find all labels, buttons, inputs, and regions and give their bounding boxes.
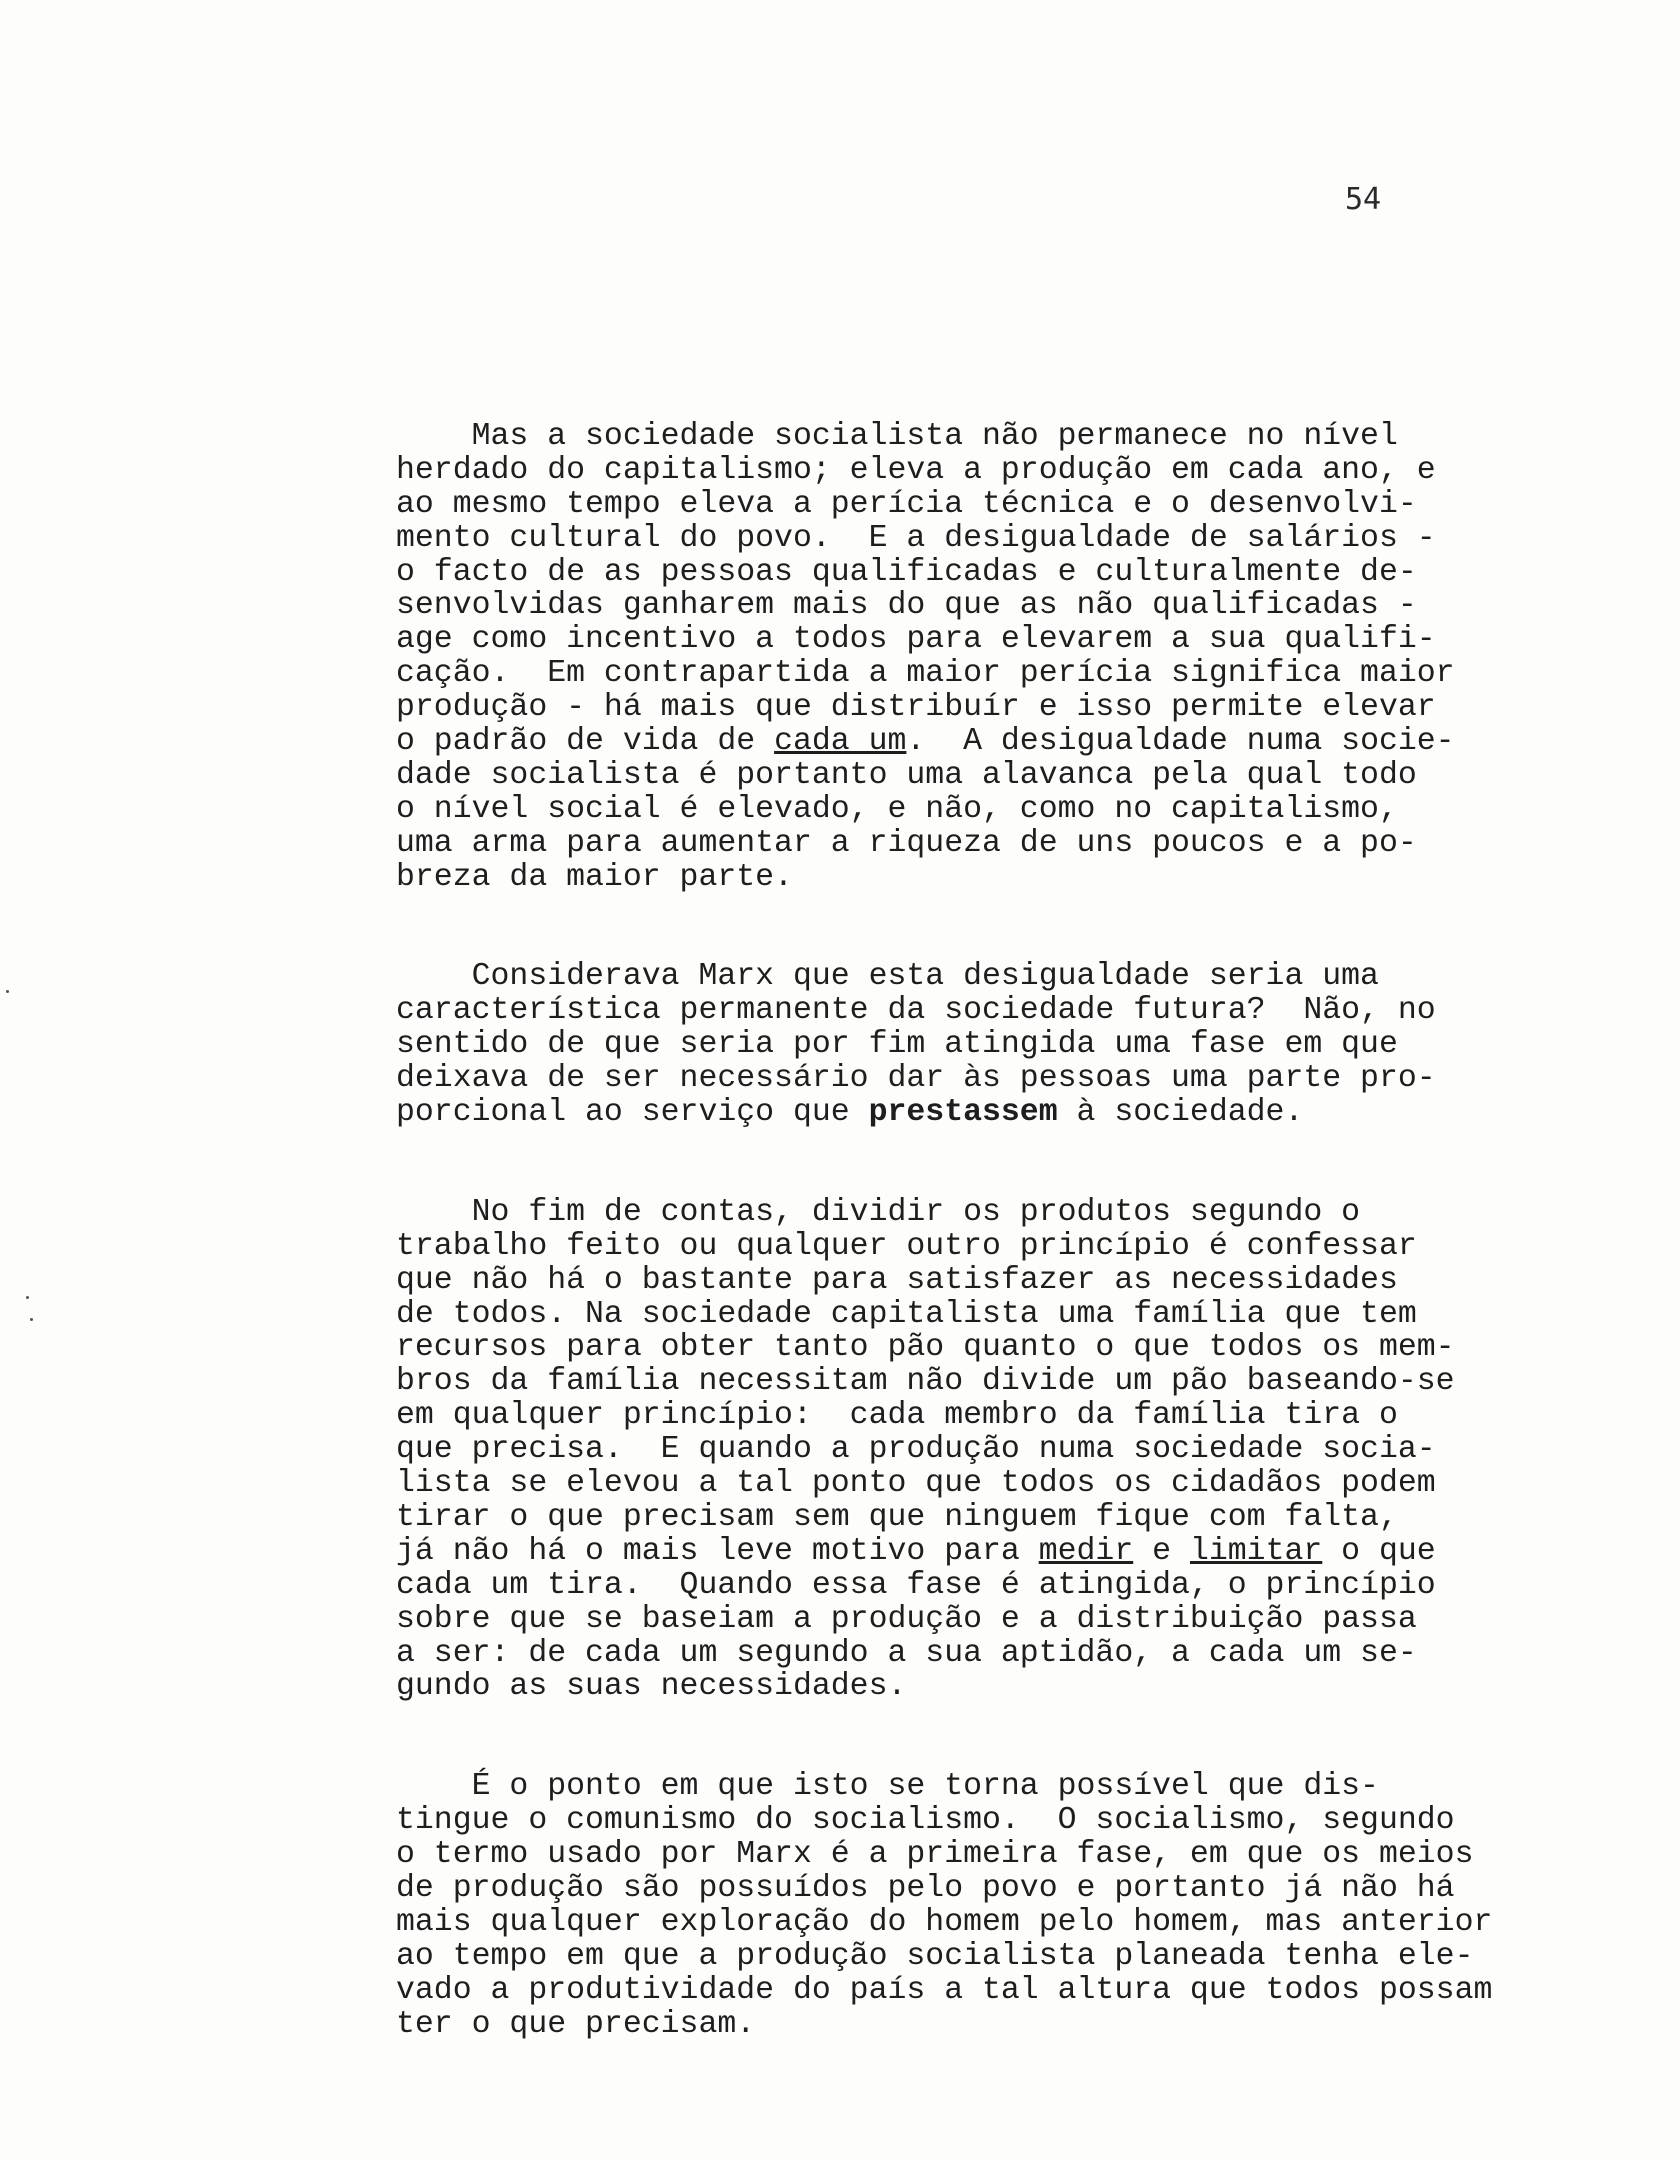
underlined-text: limitar xyxy=(1189,1533,1323,1569)
text-line xyxy=(396,1264,1626,1298)
paragraph xyxy=(396,1196,1626,1704)
text-segment: em qualquer princípio: cada membro da família tira o xyxy=(396,1398,1398,1434)
text-segment: uma arma para aumentar a riqueza de uns poucos e a po- xyxy=(396,825,1417,861)
text-segment: recursos para obter tanto pão quanto o que todos os mem- xyxy=(396,1330,1455,1366)
text-segment: e xyxy=(1133,1533,1190,1569)
text-line xyxy=(396,1062,1626,1096)
text-segment: o padrão de vida de xyxy=(396,724,775,760)
text-line xyxy=(396,589,1626,623)
text-segment: que não há o bastante para satisfazer as necessidades xyxy=(396,1262,1398,1298)
paragraph xyxy=(396,420,1626,894)
text-line xyxy=(396,759,1626,793)
text-line xyxy=(396,1838,1626,1872)
text-line xyxy=(396,691,1626,725)
text-segment: de todos. Na sociedade capitalista uma família que tem xyxy=(396,1296,1417,1332)
text-line xyxy=(396,1872,1626,1906)
text-line xyxy=(396,1974,1626,2008)
text-segment: mento cultural do povo. E a desigualdade de salários - xyxy=(396,520,1436,556)
text-line xyxy=(396,1804,1626,1838)
text-segment: lista se elevou a tal ponto que todos os cidadãos podem xyxy=(396,1466,1436,1502)
text-line xyxy=(396,861,1626,895)
text-segment: que precisa. E quando a produção numa sociedade socia- xyxy=(396,1432,1436,1468)
text-line xyxy=(396,1603,1626,1637)
text-segment: o termo usado por Marx é a primeira fase, em que os meios xyxy=(396,1837,1474,1873)
text-segment: ao mesmo tempo eleva a perícia técnica e o desenvolvi- xyxy=(396,486,1417,522)
text-segment: Considerava Marx que esta desigualdade seria uma xyxy=(396,959,1379,995)
text-line xyxy=(396,1501,1626,1535)
text-line xyxy=(396,994,1626,1028)
text-line xyxy=(396,1399,1626,1433)
text-line xyxy=(396,1365,1626,1399)
text-segment: . A desigualdade numa socie- xyxy=(906,724,1455,760)
text-segment: senvolvidas ganharem mais do que as não qualificadas - xyxy=(396,588,1417,624)
text-segment: tingue o comunismo do socialismo. O socialismo, segundo xyxy=(396,1803,1455,1839)
text-segment: o nível social é elevado, e não, como no capitalismo, xyxy=(396,791,1398,827)
paragraph xyxy=(396,1770,1626,2041)
text-line xyxy=(396,1940,1626,1974)
text-segment: deixava de ser necessário dar às pessoas uma parte pro- xyxy=(396,1061,1436,1097)
text-segment: a ser: de cada um segundo a sua aptidão, a cada um se- xyxy=(396,1635,1417,1671)
text-line xyxy=(396,1096,1626,1130)
text-line xyxy=(396,1331,1626,1365)
text-segment: o facto de as pessoas qualificadas e culturalmente de- xyxy=(396,554,1417,590)
text-line xyxy=(396,2008,1626,2042)
text-line xyxy=(396,793,1626,827)
text-line xyxy=(396,1298,1626,1332)
text-line xyxy=(396,1535,1626,1569)
text-line xyxy=(396,827,1626,861)
text-segment: bros da família necessitam não divide um pão baseando-se xyxy=(396,1364,1455,1400)
text-segment: age como incentivo a todos para elevarem a sua qualifi- xyxy=(396,622,1436,658)
text-line xyxy=(396,960,1626,994)
text-segment: Mas a sociedade socialista não permanece no nível xyxy=(396,419,1398,454)
text-segment: o que xyxy=(1322,1533,1436,1569)
text-segment: gundo as suas necessidades. xyxy=(396,1669,907,1705)
page-number: 54 xyxy=(1345,182,1382,217)
text-line xyxy=(396,1906,1626,1940)
text-segment: cação. Em contrapartida a maior perícia significa maior xyxy=(396,656,1455,692)
text-segment: breza da maior parte. xyxy=(396,859,793,895)
paragraph xyxy=(396,960,1626,1129)
text-line xyxy=(396,522,1626,556)
text-segment: cada um tira. Quando essa fase é atingida, o princípio xyxy=(396,1567,1436,1603)
text-segment: sentido de que seria por fim atingida uma fase em que xyxy=(396,1027,1398,1063)
text-segment: tirar o que precisam sem que ninguem fique com falta, xyxy=(396,1499,1398,1535)
text-line xyxy=(396,657,1626,691)
text-line xyxy=(396,1467,1626,1501)
text-line xyxy=(396,488,1626,522)
text-segment: herdado do capitalismo; eleva a produção em cada ano, e xyxy=(396,452,1436,488)
underlined-text: medir xyxy=(1038,1533,1134,1569)
text-segment: trabalho feito ou qualquer outro princípio é confessar xyxy=(396,1228,1417,1264)
text-segment: à sociedade. xyxy=(1057,1095,1304,1131)
body-text xyxy=(396,420,1626,2107)
text-line xyxy=(396,725,1626,759)
text-line xyxy=(396,1028,1626,1062)
margin-speck xyxy=(6,990,9,993)
text-line xyxy=(396,420,1626,454)
text-segment: vado a produtividade do país a tal altura que todos possam xyxy=(396,1972,1493,2008)
margin-speck xyxy=(30,1318,33,1321)
overstruck-text: prestassem xyxy=(868,1095,1058,1131)
text-line xyxy=(396,556,1626,590)
text-segment: já não há o mais leve motivo para xyxy=(396,1533,1039,1569)
text-segment: porcional ao serviço que xyxy=(396,1095,869,1131)
text-segment: ao tempo em que a produção socialista planeada tenha ele- xyxy=(396,1938,1474,1974)
text-line xyxy=(396,1670,1626,1704)
text-segment: dade socialista é portanto uma alavanca pela qual todo xyxy=(396,757,1417,793)
underlined-text: cada um xyxy=(774,724,907,760)
text-segment: sobre que se baseiam a produção e a distribuição passa xyxy=(396,1601,1417,1637)
text-line xyxy=(396,1433,1626,1467)
text-line xyxy=(396,623,1626,657)
text-line xyxy=(396,1637,1626,1671)
text-line xyxy=(396,1230,1626,1264)
text-line xyxy=(396,1569,1626,1603)
text-segment: É o ponto em que isto se torna possível que dis- xyxy=(396,1769,1379,1805)
text-line xyxy=(396,1770,1626,1804)
text-segment: característica permanente da sociedade futura? Não, no xyxy=(396,993,1436,1029)
text-segment: de produção são possuídos pelo povo e portanto já não há xyxy=(396,1870,1455,1906)
text-line xyxy=(396,1196,1626,1230)
text-segment: produção - há mais que distribuír e isso permite elevar xyxy=(396,690,1436,726)
text-segment: No fim de contas, dividir os produtos segundo o xyxy=(396,1194,1361,1230)
text-segment: ter o que precisam. xyxy=(396,2006,756,2042)
margin-speck xyxy=(26,1296,29,1299)
text-segment: mais qualquer exploração do homem pelo homem, mas anterior xyxy=(396,1904,1493,1940)
text-line xyxy=(396,454,1626,488)
